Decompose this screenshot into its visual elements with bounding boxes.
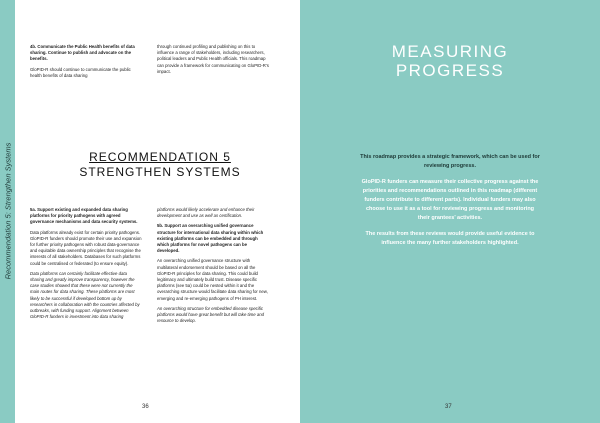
side-tab xyxy=(0,0,15,423)
recommendation-title: RECOMMENDATION 5 xyxy=(89,150,231,164)
section-5a-para2: Data platforms can certainly facilitate effective data sharing and greatly improve transparency, however the case studies showed that these were not currently the main routes for data sharing. These platforms are most likely to be successful if developed bottom up by researchers in collaboration with the countries affected by outbreaks, with funding support. Alignment between GloPID-R funders in investment into data sharing xyxy=(30,270,140,320)
section-4b-heading: 4b. Communicate the Public Health benefits of data sharing. Continue to publish and advocate on the benefits. xyxy=(30,44,135,62)
recommendation-subtitle: STRENGTHEN SYSTEMS xyxy=(79,165,241,179)
page-number-left: 36 xyxy=(142,404,149,410)
mp-para2: GloPID-R funders can measure their collective progress against the priorities and recommendations outlined in this roadmap (different funders contribute to different parts). Individual funders may also choose to use it as a tool for reviewing progress and monitoring their grantees’ activities. xyxy=(361,179,539,221)
measuring-progress-body xyxy=(360,153,540,255)
section-5a-para1: Data platforms already exist for certain priority pathogens. GloPID-R funders should promote their use and expansion for further priority pathogens with robust data-governance and equitable data ownership principles that recognise the interests of all stakeholders. Databases for such platforms could be centralised or federated (to ensure equity). xyxy=(30,229,142,266)
mp-para1: This roadmap provides a strategic framework, which can be used for reviewing progress. xyxy=(360,154,540,169)
page-number-right: 37 xyxy=(445,404,452,410)
section-5a-heading: 5a. Support existing and expanded data sharing platforms for priority pathogens with agreed governance mechanisms and data security systems. xyxy=(30,207,138,225)
bottom-column-b xyxy=(157,207,269,328)
section-5b-para3: An overarching structure for embedded disease specific platforms would have great benefit but will take time and resource to develop. xyxy=(157,305,265,324)
top-column-b xyxy=(157,44,269,79)
section-5a-para2-cont: platforms would likely accelerate and enhance their development and use as well as certification. xyxy=(157,207,255,219)
bottom-column-a xyxy=(30,207,142,324)
side-tab-label: Recommendation 5: Strengthen Systems xyxy=(3,142,12,280)
measuring-progress-title-line1: MEASURING xyxy=(391,42,509,61)
measuring-progress-title-line2: PROGRESS xyxy=(395,61,505,80)
top-column-a xyxy=(30,44,142,83)
section-4b-body-cont: through continued profiling and publishing on this to influence a range of stakeholders, including researchers, political leaders and Public Health officials. This roadmap can provide a framework for communicating on GloPID-R’s impact. xyxy=(157,44,269,74)
mp-para3: The results from these reviews would provide useful evidence to influence the many further stakeholders highlighted. xyxy=(365,231,535,246)
section-4b-body: GloPID-R should continue to communicate the public health benefits of data sharing xyxy=(30,66,131,78)
section-5b-heading: 5b. Support an overarching unified governance structure for international data sharing within which existing platforms can be embedded and through which platforms for novel pathogens can be developed. xyxy=(157,223,264,254)
section-5b-para2: An overarching unified governance structure with multilateral endorsement should be based on all the GloPID-R principles for data sharing. This could build legitimacy and ultimately build trust. Disease specific platforms (see 5a) could be nested within it and the overarching structure would facilitate data sharing for new, emerging and re-emerging pathogens of PH interest. xyxy=(157,258,268,301)
